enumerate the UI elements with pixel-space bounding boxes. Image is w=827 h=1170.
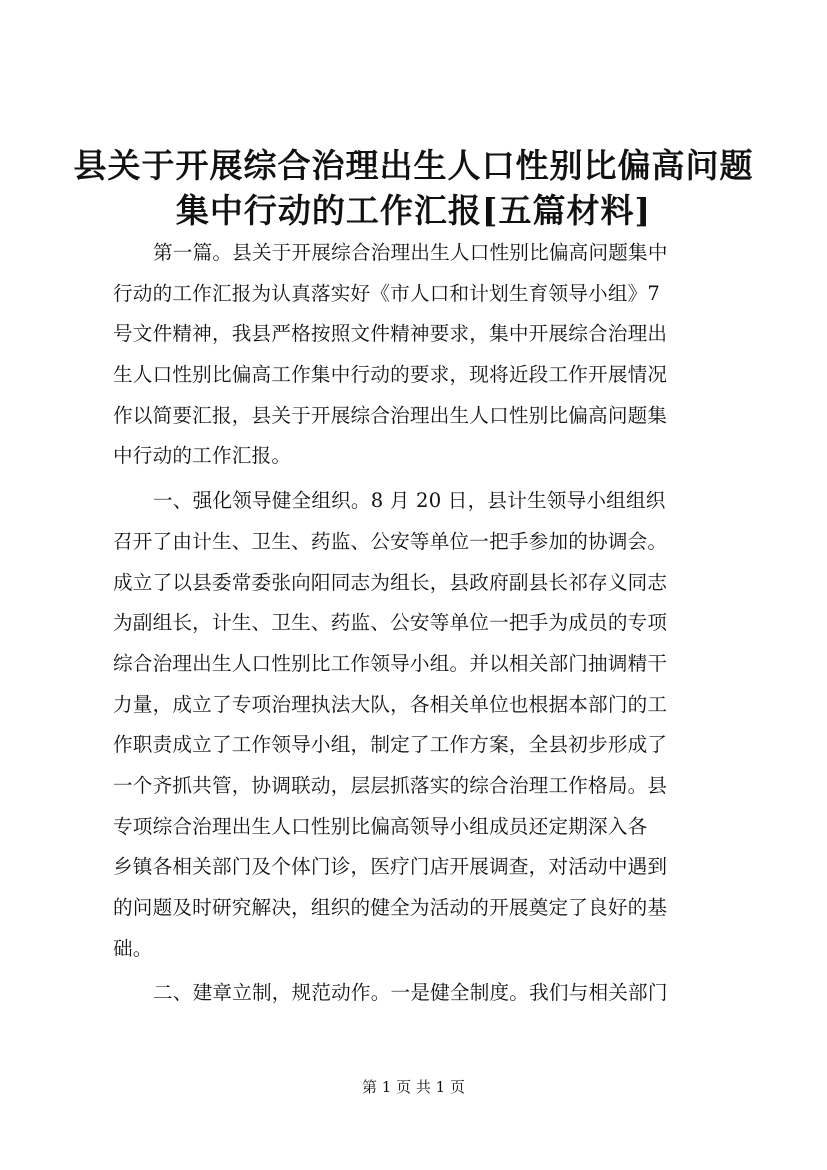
document-body [113, 233, 733, 1014]
title-line-2: 集中行动的工作汇报[五篇材料] [175, 191, 652, 230]
paragraph-2-line: 综合治理出生人口性别比工作领导小组。并以相关部门抽调精干 [113, 651, 668, 675]
page-footer: 第 1 页 共 1 页 [362, 1078, 465, 1096]
paragraph-2-line: 乡镇各相关部门及个体门诊，医疗门店开展调查，对活动中遇到 [113, 855, 668, 879]
paragraph-1-line: 作以简要汇报，县关于开展综合治理出生人口性别比偏高问题集 [113, 403, 668, 427]
paragraph-2-line: 作职责成立了工作领导小组，制定了工作方案，全县初步形成了 [113, 733, 668, 757]
paragraph-2-line: 召开了由计生、卫生、药监、公安等单位一把手参加的协调会。 [113, 529, 668, 553]
paragraph-3-line: 二、建章立制，规范动作。一是健全制度。我们与相关部门 [153, 981, 668, 1005]
paragraph-2-line: 础。 [113, 936, 153, 960]
paragraph-2-line: 力量，成立了专项治理执法大队，各相关单位也根据本部门的工 [113, 692, 668, 716]
paragraph-1-line: 号文件精神，我县严格按照文件精神要求，集中开展综合治理出 [113, 322, 668, 346]
paragraph-1-line: 中行动的工作汇报。 [113, 444, 292, 468]
paragraph-2-line: 专项综合治理出生人口性别比偏高领导小组成员还定期深入各 [113, 814, 648, 838]
paragraph-1-line: 行动的工作汇报为认真落实好《市人口和计划生育领导小组》7 [113, 281, 661, 305]
paragraph-2-line: 为副组长，计生、卫生、药监、公安等单位一把手为成员的专项 [113, 611, 668, 635]
title-line-1: 县关于开展综合治理出生人口性别比偏高问题 [73, 146, 754, 185]
paragraph-1-line: 生人口性别比偏高工作集中行动的要求，现将近段工作开展情况 [113, 363, 668, 387]
paragraph-2-line: 一个齐抓共管，协调联动，层层抓落实的综合治理工作格局。县 [113, 773, 668, 797]
paragraph-2-line: 成立了以县委常委张向阳同志为组长，县政府副县长祁存义同志 [113, 570, 668, 594]
document-title [60, 143, 767, 233]
paragraph-2-line: 的问题及时研究解决，组织的健全为活动的开展奠定了良好的基 [113, 896, 668, 919]
paragraph-1-line: 第一篇。县关于开展综合治理出生人口性别比偏高问题集中 [153, 241, 668, 264]
paragraph-2-line: 一、强化领导健全组织。8 月 20 日，县计生领导小组组织 [153, 489, 666, 513]
